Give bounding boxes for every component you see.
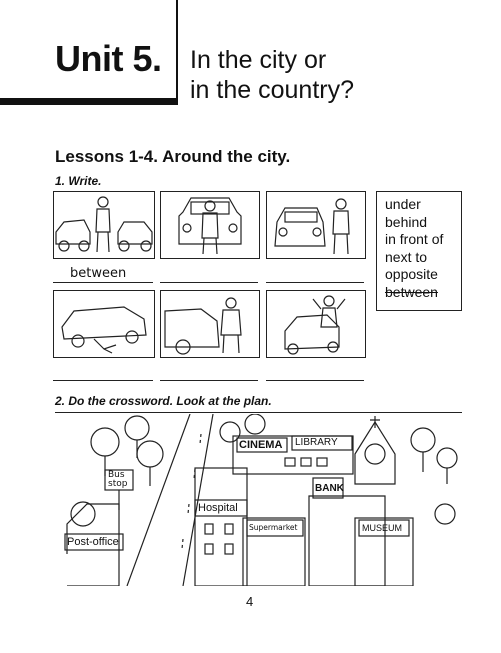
word-behind: behind [385, 213, 428, 230]
word-in-front-of: in front of [385, 231, 444, 247]
page-number: 4 [246, 594, 254, 609]
label-museum: MUSEUM [362, 523, 402, 533]
answer-line-6 [266, 380, 364, 381]
label-supermarket: Supermarket [249, 523, 298, 532]
header-vertical-rule [176, 0, 178, 102]
answer-line-4 [53, 380, 153, 381]
picture-man-behind-car [160, 290, 260, 358]
unit-subtitle-line1: In the city or [190, 46, 327, 74]
word-next-to: next to [385, 248, 428, 265]
label-library: LIBRARY [295, 437, 338, 448]
word-opposite: opposite [385, 266, 438, 282]
answer-1[interactable]: between [70, 266, 127, 281]
section-title: Lessons 1-4. Around the city. [55, 147, 291, 166]
picture-man-between-cars [53, 191, 155, 259]
label-cinema: CINEMA [239, 439, 283, 451]
task1-label: 1. Write. [55, 174, 102, 188]
answer-line-2 [160, 282, 258, 283]
word-between-crossed: between [385, 283, 438, 300]
man-under-car-drawing [54, 291, 154, 357]
man-between-cars-drawing [54, 192, 154, 258]
label-stop: stop [108, 479, 128, 489]
unit-subtitle [190, 45, 354, 105]
label-bus-stop [108, 471, 127, 489]
picture-man-in-front-of-car [160, 191, 260, 259]
answer-line-3 [266, 282, 364, 283]
picture-man-opposite-car [266, 290, 366, 358]
picture-man-under-car [53, 290, 155, 358]
man-next-to-car-drawing [267, 192, 365, 258]
answer-line-5 [160, 380, 258, 381]
answer-line-1 [53, 282, 153, 283]
man-opposite-car-drawing [267, 291, 365, 357]
label-bus: Bus [108, 470, 125, 480]
unit-title: Unit 5. [55, 38, 162, 79]
picture-man-next-to-car [266, 191, 366, 259]
word-box [376, 191, 462, 311]
label-post-office: Post-office [67, 536, 119, 548]
city-plan [55, 414, 465, 586]
unit-subtitle-line2: in the country? [190, 76, 354, 104]
label-hospital: Hospital [198, 502, 238, 514]
word-under: under [385, 196, 421, 212]
task2-divider [55, 412, 462, 413]
task2-label: 2. Do the crossword. Look at the plan. [55, 394, 272, 408]
label-bank: BANK [315, 483, 344, 494]
man-in-front-car-drawing [161, 192, 259, 258]
header-horizontal-rule [0, 98, 178, 105]
man-behind-car-drawing [161, 291, 259, 357]
